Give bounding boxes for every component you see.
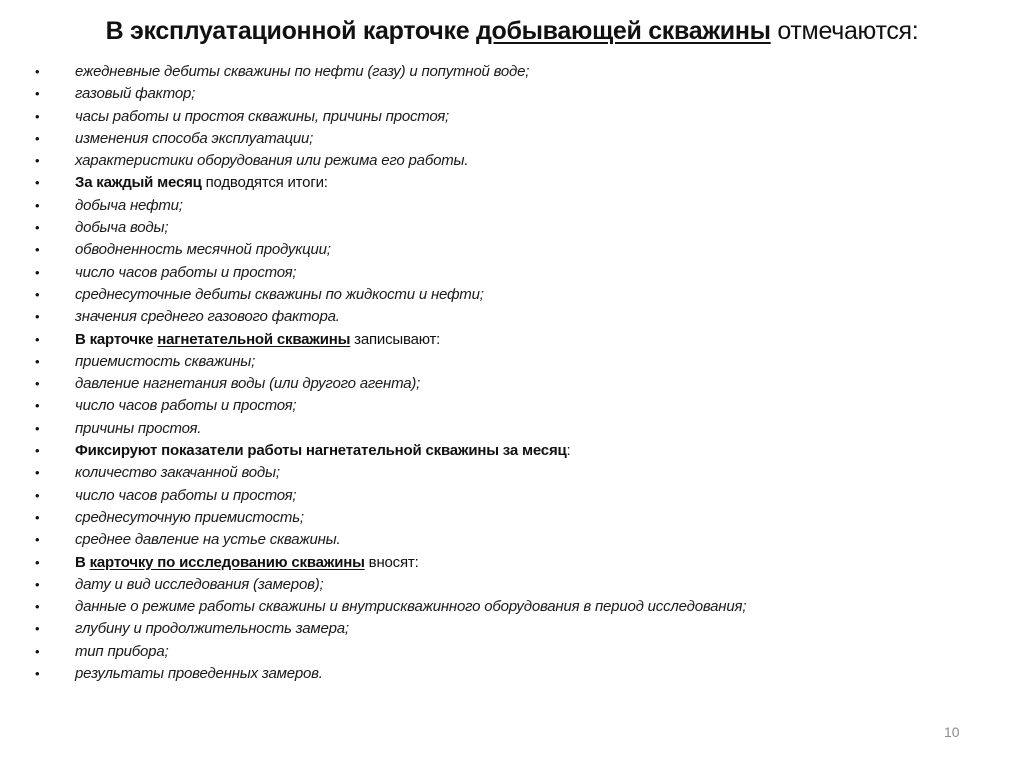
bullet-icon: •	[35, 353, 40, 369]
list-item-text: характеристики оборудования или режима его работы.	[75, 152, 469, 170]
bullet-icon: •	[35, 331, 40, 347]
list-item-text: причины простоя.	[75, 419, 202, 437]
list-item-text: число часов работы и простоя;	[75, 486, 297, 504]
heading-bold-text: В	[75, 553, 90, 571]
slide-title	[0, 14, 1024, 48]
heading-rest-text: записывают:	[350, 330, 441, 348]
list-item-text: тип прибора;	[75, 642, 169, 660]
list-item-text: газовый фактор;	[75, 85, 196, 103]
heading-bold-text: Фиксируют показатели работы нагнетательной скважины за месяц	[75, 442, 567, 460]
bullet-icon: •	[35, 599, 40, 615]
bullet-icon: •	[35, 108, 40, 124]
bullet-icon: •	[35, 420, 40, 436]
heading-rest-text: подводятся итоги:	[201, 174, 328, 192]
heading-rest-text: :	[566, 442, 571, 460]
bullet-icon: •	[35, 264, 40, 280]
section-heading-text	[75, 552, 419, 574]
list-item-text: добыча нефти;	[75, 196, 183, 214]
bullet-icon: •	[35, 666, 40, 682]
list-item-text: добыча воды;	[75, 219, 169, 237]
heading-underlined-term: нагнетательной скважины	[157, 330, 351, 348]
bullet-icon: •	[35, 487, 40, 503]
list-item-text: среднее давление на устье скважины.	[75, 531, 341, 549]
section-heading-text	[75, 172, 328, 194]
page-number: 10	[944, 724, 960, 740]
bullet-icon: •	[35, 86, 40, 102]
bullet-icon: •	[35, 64, 40, 79]
section-heading-text	[75, 440, 571, 462]
list-item-text: среднесуточную приемистость;	[75, 508, 304, 526]
bullet-icon: •	[35, 576, 40, 592]
list-item-text: значения среднего газового фактора.	[75, 308, 340, 326]
bullet-icon: •	[35, 621, 40, 637]
bullet-icon: •	[35, 398, 40, 414]
bullet-icon: •	[35, 130, 40, 146]
list-item-text: среднесуточные дебиты скважины по жидкости и нефти;	[75, 285, 484, 303]
title-underlined-term: добывающей скважины	[475, 17, 771, 45]
bullet-icon: •	[35, 509, 40, 525]
bullet-icon: •	[35, 220, 40, 236]
list-item-text: ежедневные дебиты скважины по нефти (газу) и попутной воде;	[75, 63, 530, 80]
list-item-text: глубину и продолжительность замера;	[75, 620, 349, 638]
list-item-text: результаты проведенных замеров.	[75, 665, 323, 683]
bullet-icon: •	[35, 376, 40, 392]
bullet-icon: •	[35, 554, 40, 570]
bullet-icon: •	[35, 643, 40, 659]
heading-rest-text: вносят:	[364, 553, 419, 571]
heading-bold-text: В карточке	[75, 330, 158, 348]
bullet-icon: •	[35, 443, 40, 459]
list-item-text: число часов работы и простоя;	[75, 263, 297, 281]
list-item-text: приемистость скважины;	[75, 352, 256, 370]
list-item-text: давление нагнетания воды (или другого агента);	[75, 375, 421, 393]
title-part-3: отмечаются:	[770, 17, 919, 45]
list-item-text: часы работы и простоя скважины, причины простоя;	[75, 107, 450, 125]
bullet-icon: •	[35, 153, 40, 169]
bullet-icon: •	[35, 465, 40, 481]
bullet-icon: •	[35, 309, 40, 325]
list-item-text: данные о режиме работы скважины и внутрискважинного оборудования в период исследования;	[75, 598, 747, 616]
bullet-icon: •	[35, 532, 40, 548]
bullet-icon: •	[35, 286, 40, 302]
list-item-text: количество закачанной воды;	[75, 464, 280, 482]
heading-underlined-term: карточку по исследованию скважины	[89, 553, 365, 571]
bullet-icon: •	[35, 175, 40, 191]
bullet-icon: •	[35, 242, 40, 258]
list-item-text: изменения способа эксплуатации;	[75, 129, 314, 147]
list-item-text: число часов работы и простоя;	[75, 397, 297, 415]
section-heading-text	[75, 329, 440, 351]
heading-bold-text: За каждый месяц	[75, 174, 202, 192]
list-item-text: обводненность месячной продукции;	[75, 241, 331, 259]
list-item-text: дату и вид исследования (замеров);	[75, 575, 324, 593]
bullet-icon: •	[35, 197, 40, 213]
title-part-1: В эксплуатационной карточке	[105, 17, 476, 45]
